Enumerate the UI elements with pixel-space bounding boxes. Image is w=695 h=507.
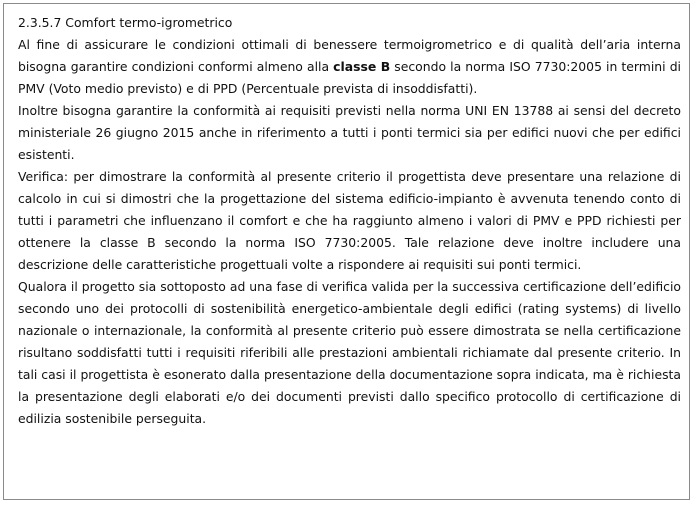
paragraph-verification: Verifica: per dimostrare la conformità al presente criterio il progettista deve presentare una relazione di calcolo in cui si dimostri che la progettazione del sistema edificio-impianto è avvenuta tenendo conto di tutti i parametri che influenzano il comfort e che ha raggiunto almeno i valori di PMV e PPD richiesti per ottenere la classe B secondo la norma ISO 7730:2005. Tale relazione deve inoltre includere una descrizione delle caratteristiche progettuali volte a rispondere ai requisiti sui ponti termici. (18, 169, 681, 272)
paragraph-comfort-class-bold: classe B (333, 59, 391, 74)
paragraph-comfort-text-after: secondo la norma ISO 7730:2005 in termini di PMV (Voto medio previsto) e di PPD (Percentuale prevista di insoddisfatti). (18, 59, 681, 96)
paragraph-comfort-text-before: Al fine di assicurare le condizioni ottimali di benessere termoigrometrico e di qualità dell’aria interna bisogna garantire condizioni conformi almeno alla (18, 37, 681, 74)
paragraph-certification: Qualora il progetto sia sottoposto ad una fase di verifica valida per la successiva certificazione dell’edificio secondo uno dei protocolli di sostenibilità energetico-ambientale degli edifici (rating systems) di livello nazionale o internazionale, la conformità al presente criterio può essere dimostrata se nella certificazione risultano soddisfatti tutti i requisiti riferibili alle prestazioni ambientali richiamate dal presente criterio. In tali casi il progettista è esonerato dalla presentazione della documentazione sopra indicata, ma è richiesta la presentazione degli elaborati e/o dei documenti previsti dallo specifico protocollo di certificazione di edilizia sostenibile perseguita. (18, 279, 681, 426)
paragraph-comfort-requirements (18, 34, 681, 100)
document-frame (3, 3, 690, 500)
section-heading: 2.3.5.7 Comfort termo-igrometrico (18, 15, 233, 30)
paragraph-thermal-bridges: Inoltre bisogna garantire la conformità ai requisiti previsti nella norma UNI EN 13788 ai sensi del decreto ministeriale 26 giugno 2015 anche in riferimento a tutti i ponti termici sia per edifici nuovi che per edifici esistenti. (18, 103, 681, 162)
